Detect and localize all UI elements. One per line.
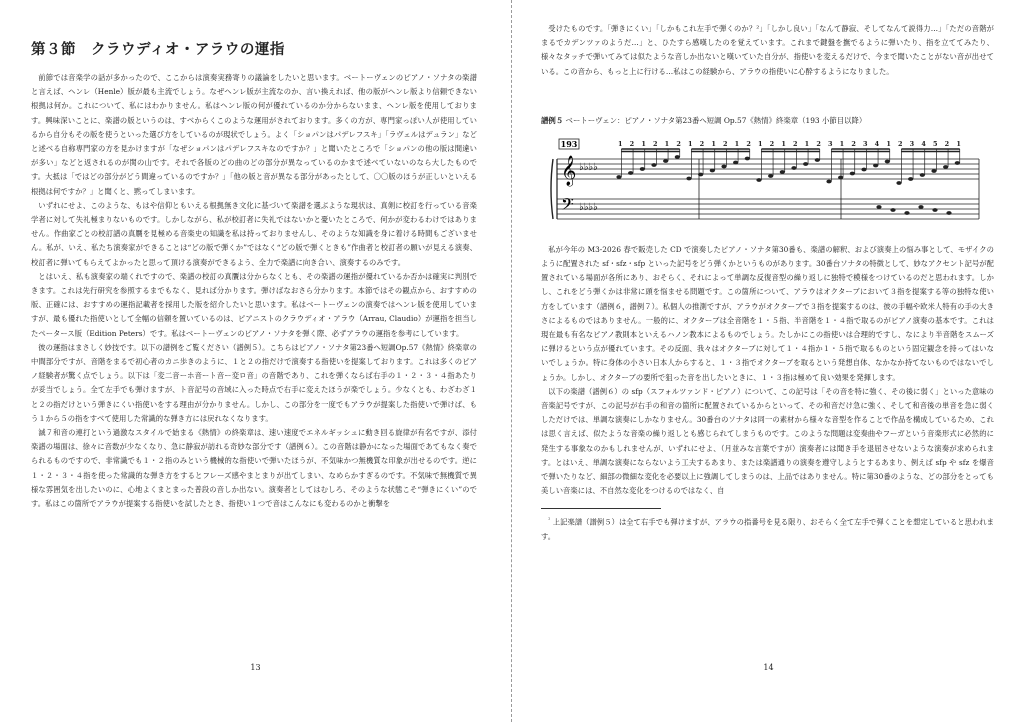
note-head [628,171,633,175]
note-head [815,158,820,162]
note-head [920,173,925,177]
score-caption [541,115,994,127]
fingering-number: 2 [769,139,775,148]
note-head [791,166,796,170]
fingering-number: 2 [699,139,705,148]
bass-note-head [904,211,909,215]
right-paragraph-3: 以下の楽譜（譜例６）の sfp（スフォルツァンド・ピアノ）について、この記号は「その音を特に強く、その後に弱く」といった意味の音楽記号ですが、この記号が右手の和音の箇所に配置されているからといって、その和音だけ急に強く、そして和音後の単音を急に弱くしただけでは、単調な演奏にしかなりません。30番台のソナタは同一の素材から様々な音型を作ることで作品を構成しているため、これは思く言えば、似たような音楽の繰り返しとも感じられてしまうものです。このような問題は変奏曲やフーガという音楽形式に必然的に発生する事象なのかもしれませんが、いずれにせよ、（月並みな言葉ですが）演奏者には聞き手を退屈させないような演奏が求められます。とはいえ、単調な演奏にならないよう工夫するあまり、または楽譜通りの演奏を遵守しようとするあまり、例えば sfp や sfz を爆音で弾いたりなど、細部の微細な変化を必要以上に強調してしまうのは、上品ではありません。特に第30番のような、どの部分をとっても美しい音楽には、不自然な変化をつけるのではなく、自 [541,386,994,496]
fingering-number: 1 [839,139,845,148]
score-fingerings [618,140,961,148]
fingering-number: 1 [618,139,623,148]
fingering-number: 1 [956,139,961,148]
fingering-number: 2 [746,139,751,148]
fingering-number: 2 [851,139,856,148]
note-head [733,160,738,164]
footnote-rule [541,508,661,509]
fingering-number: 1 [641,139,646,148]
bass-note-head [946,211,951,215]
left-paragraph-5: 滅７和音の連打という過激なスタイルで始まる《熱情》の終楽章は、速い速度でエネルギッシュに動き回る旋律が有名ですが、添付楽譜の場面は、徐々に音数が少なくなり、急に静寂が訪れる奇妙な部分です（譜例６）。この音階は静かになった場面であてもなく奏でられるものですので、非常識でも１・２指のみという機械的な指使いで弾いたほうが、不気味かつ無機質な印象が出せるのです。逆に１・２・３・４指を使った常識的な弾き方をするとフレーズ感やまとまりが出てしまい、なめらかすぎるのです。不気味で無機質で異様な雰囲気を出したいのに、心地よくまとまった普段の音しか出ない。演奏者としてはむしろ、そのような状態こそ“弾きにくい”のです。私はこの箇所でアラウが提案する指使いを試したとき、指使い１つで音はこんなにも変わるのかと衝撃を [31,428,477,509]
right-paragraph-2: 私が今年の M3-2026 春で販売した CD で演奏したピアノ・ソナタ第30番も、楽譜の解釈、および演奏上の悩み事として、モザイクのように配置された sf・sfz・sfp といった記号をどう弾くかというものがあります。30番台ソナタの特徴として、妙なアクセント記号が配置されている場面が各所にあり、おそらく、それによって単調な反復音型の繰り返しに独特で模様をつけているのだと思われます。しかし、これをどう弾くかは非常に頭を悩ませる問題です。この箇所について、アラウはオクターブにおいて３指を提案する等の独特な使い方をしています（譜例６，譜例７）。私個人の推測ですが、アラウがオクターブで３指を提案するのは、彼の手幅や欧米人特有の手の大きさによるものではありません。一般的に、オクターブは全音階を１・５指、半音階を１・４指で取るのがピアノ演奏の基本です。これは現在最も有名なピアノ教則本といえるハノン教本によるものでしょう。たしかにこの指使いは合理的ですし、なにより半音階をスムーズに弾けるという点が優れています。その反面、我々はオクターブに対して１・４指か１・５指で取るものという固定観念を持ってはいないでしょうか。特に身体の小さい日本人からすると、１・３指でオクターブを取るという発想自体、なかなか持てないものではないでしょうか。しかし、オクターブの要所で狙った音を出したいときに、１・３指は極めて良い効果を発揮します。 [541,244,994,382]
page-number-left: 13 [250,663,261,672]
fingering-number: 2 [653,139,658,148]
note-head [885,159,890,163]
note-head [873,163,878,167]
fingering-number: 1 [664,139,670,148]
left-page [0,0,511,722]
bass-clef-icon: 𝄢 [561,193,574,218]
key-signature-bass-icon: ♭♭♭♭ [579,201,598,213]
fingering-number: 5 [933,139,938,148]
note-head [850,171,855,175]
fingering-number: 2 [816,139,821,148]
music-score-image [549,137,989,229]
left-paragraph-1: 前節では音楽学の話が多かったので、ここからは演奏実務寄りの議論をしたいと思います。ベートーヴェンのピアノ・ソナタの楽譜と言えば、ヘンレ（Henle）版が最も主流でしょう。なぜヘンレ版が主流なのか、言い換えれば、他の版がヘンレ版より信頼できない根拠は何か。これについて、私にはわかりません。私はヘンレ版の何が優れているのか分からないまま、ヘンレ版を使用しております。興味深いことに、楽譜の版というのは、すべからくこのような運用がされております。多くの方が、専門家っぽい人が使用しているから自分もその版を使うといった選び方をしているのが現状でしょう。よく「ショパンはパデレフスキ」「ラヴェルはデュラン」などと述べる自称専門家の方を見かけますが「なぜショパンはパデレフスキなのですか？」と聞いたところで「ショパンの他の版は間違いが多い」などと返されるのが関の山です。それで各版のどの曲のどの部分が異なっているのかまで述べていないのなら大したものです。大抵は「ではどの部分がどう間違っているのですか？」「他の版と音が異なる部分があったとして、〇〇版のほうが正しいといえる根拠は何ですか？」と聞くと、黙ってしまいます。 [31,73,477,196]
fingering-number: 2 [629,139,635,148]
section-title: 第３節 クラウディオ・アラウの運指 [31,41,285,58]
fingering-number: 1 [781,139,786,148]
score-caption-text: ベートーヴェン：ピアノ・ソナタ第23番へ短調 Op.57《熱情》終楽章（193 小節目以降） [565,115,867,125]
note-head [640,167,645,171]
treble-clef-icon: 𝄞 [561,155,577,186]
note-head [768,174,773,178]
note-head [943,165,948,169]
note-head [698,172,703,176]
key-signature-treble-icon: ♭♭♭♭ [579,161,598,173]
bass-note-head [932,208,937,212]
note-head [710,168,715,172]
fingering-number: 2 [944,139,950,148]
note-head [745,156,750,160]
note-head [616,175,621,179]
score-caption-label: 譜例５ [541,115,564,125]
right-paragraph-1: 受けたものです。「弾きにくい」「しかもこれ左手で弾くのか？²」「しかし良い」「なんて静寂、そしてなんて説得力…」「ただの音階がまるでカデンツァのようだ…」と、ひたすら感嘆したのを覚えています。これまで鍵盤を撫でるように弾いたり、指を立ててみたり、様々なタッチで弾いてみては似たような音しか出ないと嘆いていた自分が、指使いを変えるだけで、今まで聞いたことがない音が出せている。この音から、もっと上に行ける…私はこの経験から、アラウの指使いに心酔するようになりました。 [541,24,994,76]
fingering-number: 2 [676,139,681,148]
fingering-number: 1 [734,139,740,148]
fingering-number: 2 [793,139,798,148]
measure-number: 193 [560,138,578,149]
footnote-text: 上記楽譜（譜例５）は全て右手でも弾けますが、アラウの指番号を見る限り、おそらく全て左手で弾くことを想定していると思われます。 [541,517,995,542]
note-head [838,175,843,179]
fingering-number: 3 [828,139,833,148]
right-page [513,0,1024,722]
fingering-number: 3 [863,139,868,148]
fingering-number: 1 [688,139,693,148]
note-head [721,164,726,168]
page-number-right: 14 [763,663,774,672]
note-head [931,169,936,173]
note-head [675,155,680,159]
note-head [651,163,656,167]
bass-note-head [890,208,895,212]
left-paragraph-3: とはいえ、私も演奏家の端くれですので、楽譜の校訂の真贋は分からなくとも、その楽譜の運指が優れているか否かは確実に判別できます。これは先行研究を参照するまでもなく、見れば分かります。弾けばなおさら分かります。本節ではその観点から、おすすめの版、正確には、おすすめの運指記載者を採用した版を紹介したいと思います。私はベートーヴェンの演奏ではヘンレ版を使用していますが、最も優れた指使いとして全幅の信頼を置いているのは、ピアニストのクラウディオ・アラウ（Arrau, Claudio）が運指を担当したペータース版（Edition Peters）です。私はベートーヴェンのピアノ・ソナタを弾く際、必ずアラウの運指を参考にしています。 [31,271,477,338]
note-head [663,159,668,163]
note-head [686,176,691,180]
fingering-number: 1 [804,139,810,148]
note-head [896,181,901,185]
fingering-number: 4 [874,139,880,148]
fingering-number: 1 [758,139,763,148]
left-paragraph-2: いずれにせよ、このような、もはや信仰ともいえる根拠無き文化に基づいて楽譜を選ぶような現状は、真剣に校訂を行っている音楽学者に対して失礼極まりないものです。しかしながら、私が校訂者に失礼ではないかと憂いたところで、何かが変わるわけではありません。作曲家ごとの校訂譜の真贋を見極める音楽史の知識を私は持っておりませんし、そのような知識を身に着ける時間もございません。私が、いえ、私たち演奏家ができることは“どの版で弾くか”ではなく“どの版で弾くときも”作曲者と校訂者の願いが見える演奏、校訂者に弾いてもらえてよかったと思って頂ける演奏ができるよう、全力で楽譜に向き合い、演奏するのみです。 [31,200,477,267]
footnote-mark: ² [548,517,551,524]
score-brace [551,159,553,219]
note-head [908,177,913,181]
footnote [541,513,994,544]
note-head [756,178,761,182]
note-head [780,170,785,174]
fingering-number: 3 [909,139,915,148]
fingering-number: 4 [921,139,926,148]
note-head [803,162,808,166]
note-head [861,167,866,171]
fingering-number: 1 [711,139,716,148]
fingering-number: 2 [898,139,903,148]
note-head [955,161,960,165]
note-head [826,179,831,183]
fingering-number: 1 [886,139,891,148]
bass-note-head [918,205,923,209]
fingering-number: 2 [723,139,728,148]
page-divider [511,0,512,722]
score-staff-lines [557,159,979,219]
left-paragraph-4: 彼の運指はまさしく妙技です。以下の譜例をご覧ください（譜例５）。こちらはピアノ・ソナタ第23番へ短調Op.57《熱情》終楽章の中間部分ですが、音階をまるで初心者のカニ歩きのように、１と２の指だけで演奏する指使いを提案しております。これは多くのピアノ経験者が驚く点でしょう。以下は「変二音ーホ音ート音ー変ロ音」の音階であり、これを弾くならば右手の１・２・３・４指あたりが妥当でしょう。全て左手でも弾けますが、ト音記号の音域に入った時点で右手に変えたほうが楽でしょう。少なくとも、わざわざ１と２の指だけという弾きにくい指使いをする理由が分かりません。しかし、この部分を一度でもアラウが提案した指使いで弾けば、もう１から５の指をすべて使用した常識的な弾き方には戻れなくなります。 [31,342,477,423]
bass-note-head [876,205,881,209]
